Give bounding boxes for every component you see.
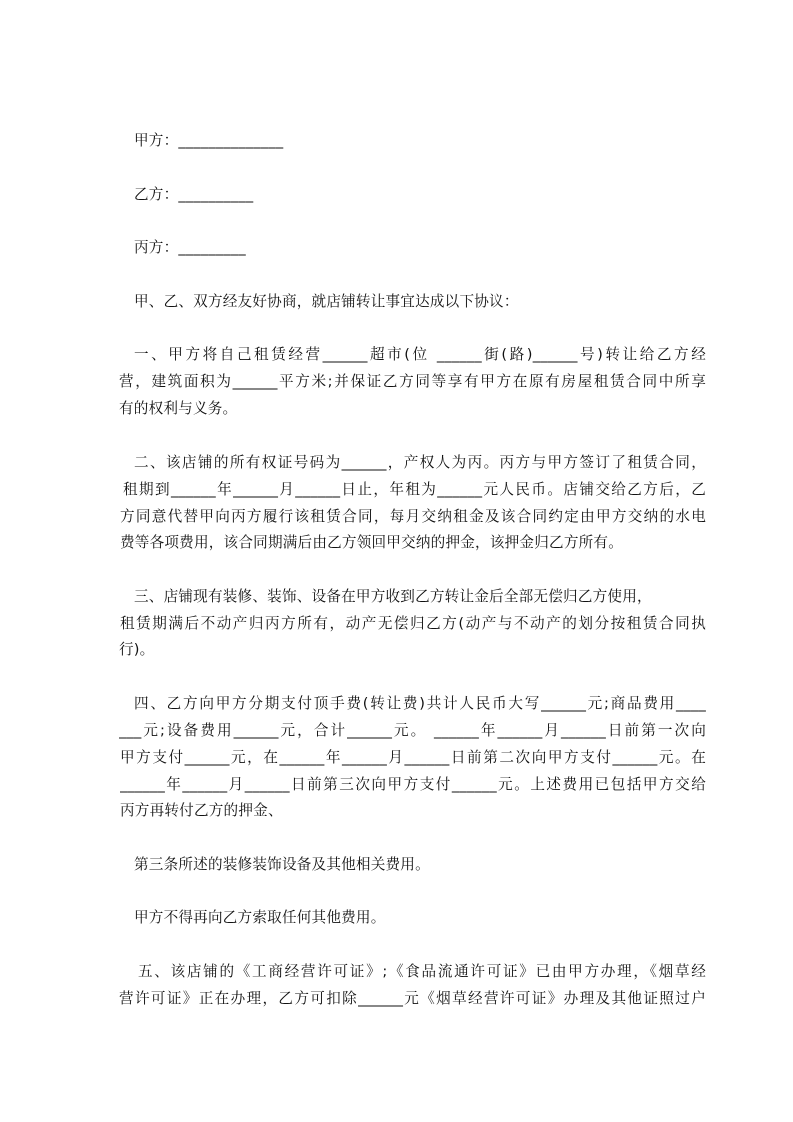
clause-5-line-2: 营许可证》正在办理，乙方可扣除______元《烟草经营许可证》办理及其他证照过户	[119, 990, 706, 1007]
party-a-line: 甲方：______________	[134, 132, 284, 149]
clause-4-line-4: ______年______月______日前第三次向甲方支付______元。上述费用已包括甲方交给	[120, 776, 706, 793]
clause-4-line-3: 甲方支付______元，在______年______月______日前第二次向甲方支付______元。在	[120, 749, 706, 766]
clause-4-line-2: ___元;设备费用______元，合计______元。 ______年______月______日前第一次向	[119, 722, 706, 739]
clause-2-line-3: 方同意代替甲向丙方履行该租赁合同，每月交纳租金及该合同约定由甲方交纳的水电	[120, 508, 706, 525]
clause-4-line-1: 四、乙方向甲方分期支付顶手费(转让费)共计人民币大写______元;商品费用____	[134, 695, 706, 712]
party-b-line: 乙方：__________	[134, 186, 254, 203]
clause-1-line-1: 一、甲方将自己租赁经营______超市(位 ______街(路)______号)转让给乙方经	[134, 346, 706, 363]
party-c-line: 丙方：_________	[134, 239, 246, 256]
clause-1-line-2: 营，建筑面积为______平方米;并保证乙方同等享有甲方在原有房屋租赁合同中所享	[119, 373, 706, 390]
clause-3-line-3: 行)。	[119, 641, 155, 658]
clause-3-line-2: 租赁期满后不动产归丙方所有，动产无偿归乙方(动产与不动产的划分按租赁合同执	[120, 615, 706, 632]
clause-1-line-3: 有的权利与义务。	[119, 400, 238, 417]
clause-4-continuation: 第三条所述的装修装饰设备及其他相关费用。	[134, 856, 430, 873]
clause-2-line-4: 费等各项费用，该合同期满后由乙方领回甲交纳的押金，该押金归乙方所有。	[120, 534, 623, 551]
intro-paragraph: 甲、乙、双方经友好协商，就店铺转让事宜达成以下协议：	[134, 293, 519, 310]
clause-2-line-1: 二、该店铺的所有权证号码为______，产权人为丙。丙方与甲方签订了租赁合同，	[134, 454, 706, 471]
clause-4-line-5: 丙方再转付乙方的押金、	[120, 802, 283, 819]
clause-4-note: 甲方不得再向乙方索取任何其他费用。	[134, 909, 386, 926]
clause-5-line-1: 五、该店铺的《工商经营许可证》;《食品流通许可证》已由甲方办理，《烟草经	[138, 963, 706, 980]
clause-3-line-1: 三、店铺现有装修、装饰、设备在甲方收到乙方转让金后全部无偿归乙方使用，	[134, 588, 652, 605]
clause-2-line-2: 租期到______年______月______日止，年租为______元人民币。店铺交给乙方后，乙	[123, 481, 706, 498]
